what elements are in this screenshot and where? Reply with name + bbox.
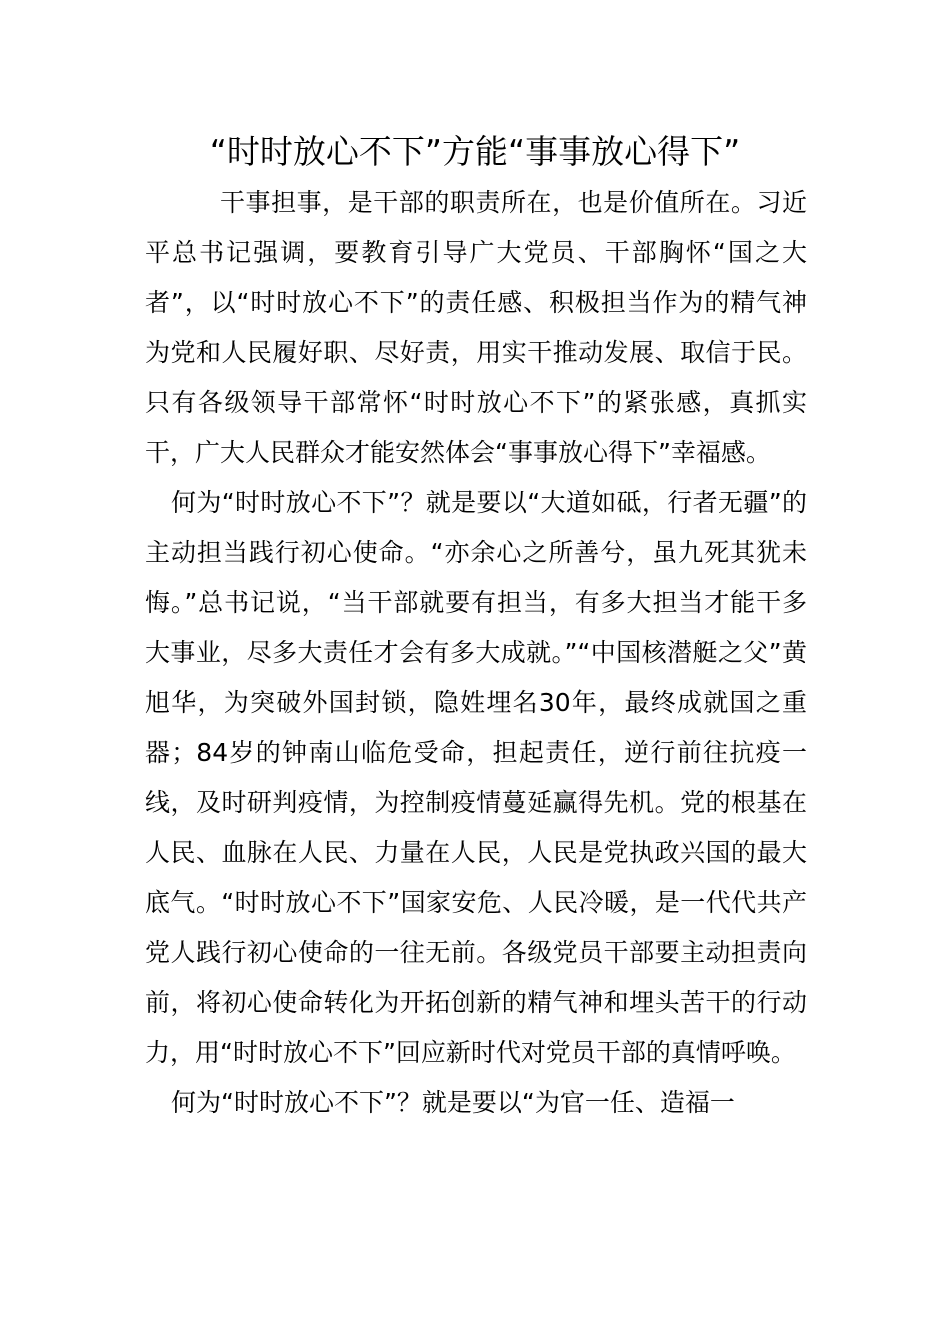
paragraph-2: 何为“时时放心不下”？就是要以“大道如砥，行者无疆”的主动担当践行初心使命。“亦余心之所善兮，虽九死其犹未悔。”总书记说，“当干部就要有担当，有多大担当才能干多大事业，尽多大责任才会有多大成就。”“中国核潜艇之父”黄旭华，为突破外国封锁，隐姓埋名30年，最终成就国之重器；84岁的钟南山临危受命，担起责任，逆行前往抗疫一线，及时研判疫情，为控制疫情蔓延赢得先机。党的根基在人民、血脉在人民、力量在人民，人民是党执政兴国的最大底气。“时时放心不下”国家安危、人民冷暖，是一代代共产党人践行初心使命的一往无前。各级党员干部要主动担责向前，将初心使命转化为开拓创新的精气神和埋头苦干的行动力，用“时时放心不下”回应新时代对党员干部的真情呼唤。 [145, 488, 807, 1067]
paragraph-1: 干事担事，是干部的职责所在，也是价值所在。习近平总书记强调，要教育引导广大党员、干部胸怀“国之大者”，以“时时放心不下”的责任感、积极担当作为的精气神为党和人民履好职、尽好责，用实干推动发展、取信于民。只有各级领导干部常怀“时时放心不下”的紧张感，真抓实干，广大人民群众才能安然体会“事事放心得下”幸福感。 [145, 188, 807, 467]
document-title: “时时放心不下”方能“事事放心得下” [209, 132, 741, 171]
document-body [145, 178, 807, 1128]
paragraph-3: 何为“时时放心不下”？就是要以“为官一任、造福一 [171, 1088, 735, 1117]
